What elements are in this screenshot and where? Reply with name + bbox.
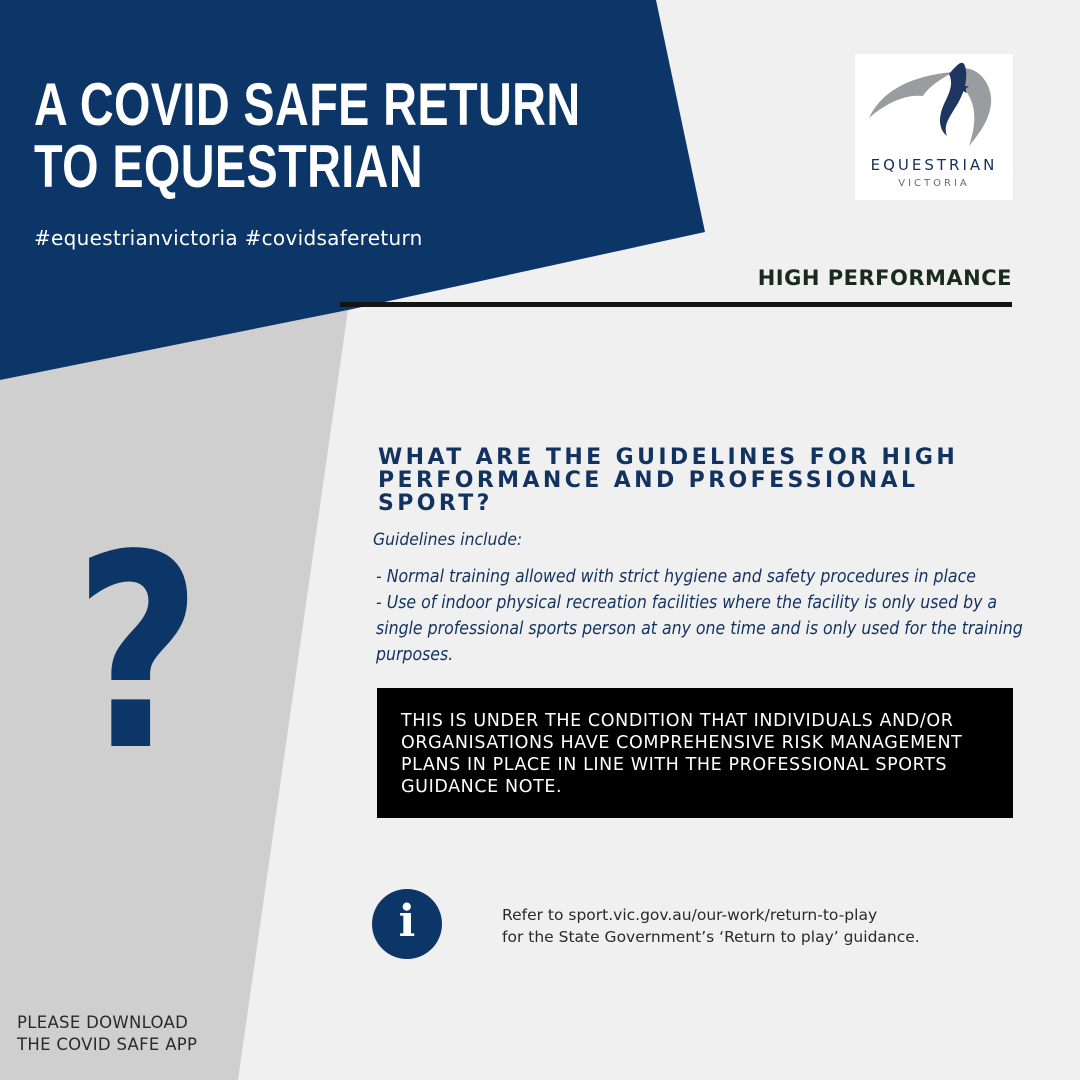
equestrian-victoria-logo — [855, 54, 1013, 200]
horse-head-icon — [863, 56, 1005, 156]
logo-subtitle: VICTORIA — [898, 178, 970, 189]
app-note-line-1: PLEASE DOWNLOAD — [17, 1013, 189, 1032]
condition-text: THIS IS UNDER THE CONDITION THAT INDIVIDUALS AND/OR ORGANISATIONS HAVE COMPREHENSIVE RISK MANAGEMENT PLANS IN PLACE IN LINE WITH THE PROFESSIONAL SPORTS GUIDANCE NOTE. — [401, 711, 963, 797]
question-heading: WHAT ARE THE GUIDELINES FOR HIGH PERFORMANCE AND PROFESSIONAL SPORT? — [378, 445, 959, 516]
app-note-line-2: THE COVID SAFE APP — [17, 1035, 198, 1054]
guidelines-list — [376, 564, 1024, 668]
info-icon — [372, 889, 442, 959]
title-line-2: TO EQUESTRIAN — [34, 133, 424, 201]
info-reference — [502, 904, 920, 948]
section-label: HIGH PERFORMANCE — [757, 266, 1012, 290]
section-divider — [340, 302, 1012, 307]
guidelines-intro: Guidelines include: — [373, 530, 523, 550]
info-glyph: i — [398, 896, 416, 947]
question-mark-icon: ? — [74, 498, 202, 810]
condition-callout — [377, 688, 1013, 818]
title-line-1: A COVID SAFE RETURN — [34, 71, 581, 138]
list-item: - Normal training allowed with strict hygiene and safety procedures in place — [376, 567, 976, 587]
covid-app-note — [17, 1012, 197, 1056]
info-line-1: Refer to sport.vic.gov.au/our-work/return-to-play — [502, 906, 878, 924]
info-line-2: for the State Government’s ‘Return to play’ guidance. — [502, 928, 920, 946]
hashtags: #equestrianvictoria #covidsafereturn — [34, 226, 423, 250]
list-item: - Use of indoor physical recreation facilities where the facility is only used by a single professional sports person at any one time and is only used for the training purposes. — [376, 593, 1023, 665]
page-title — [34, 71, 581, 201]
logo-name: EQUESTRIAN — [870, 156, 998, 174]
